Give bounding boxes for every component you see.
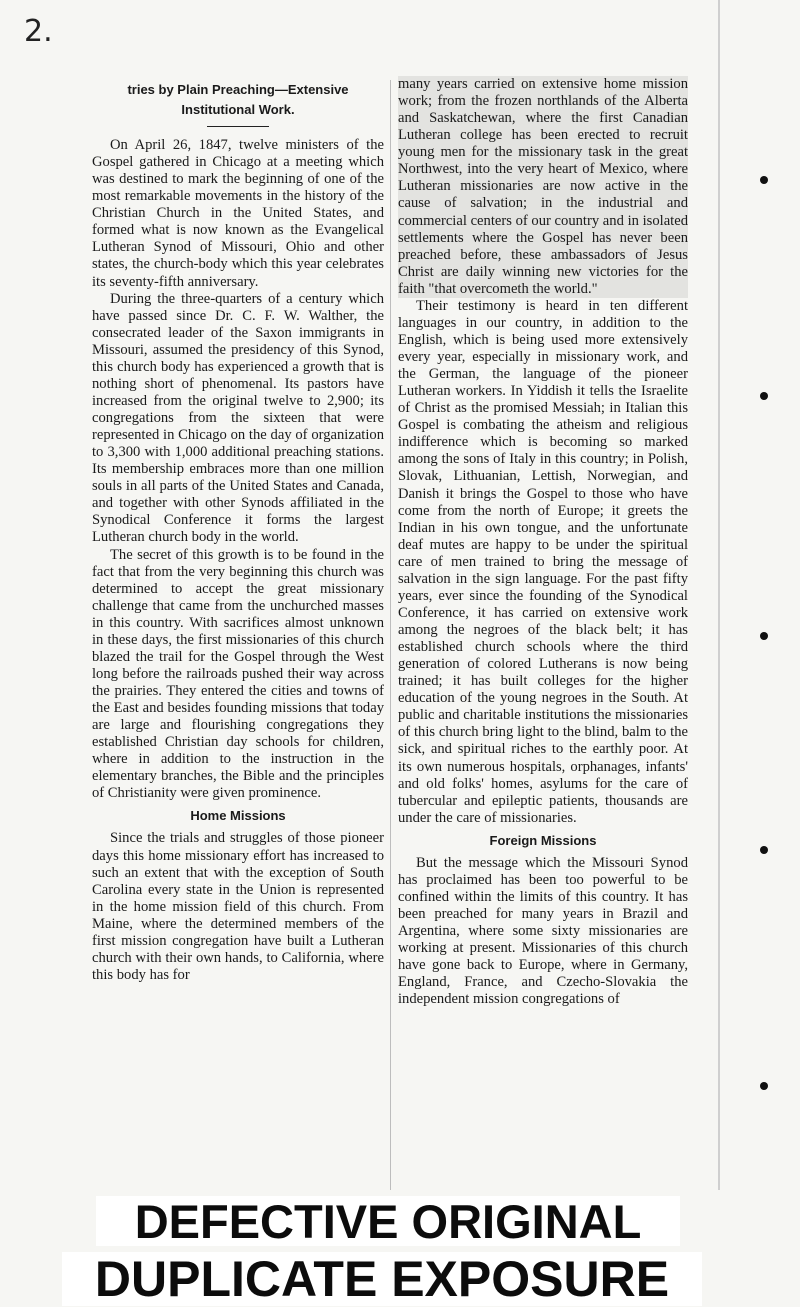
article-left-column [92, 76, 384, 1191]
article-continuation: many years carried on extensive home mission work; from the frozen northlands of the Alberta and Saskatchewan, where the first Canadian Lutheran college has been erected to recruit young men for the missionary task in the great Northwest, into the very heart of Mexico, where Lutheran missionaries are now active in the cause of salvation; in the industrial and commercial centers of our country and in isolated settlements where the Gospel has never been preached before, these ambassadors of Jesus Christ are daily winning new victories for the faith "that overcometh the world." [398, 76, 688, 297]
article-deck: tries by Plain Preaching—Extensive Institutional Work. [127, 82, 349, 117]
subhead-home-missions: Home Missions [190, 808, 286, 824]
page-edge-line [718, 0, 720, 1190]
column-rule [390, 80, 391, 1190]
article-paragraph: But the message which the Missouri Synod has proclaimed has been too powerful to be confined within the limits of this country. It has been preached for many years in Brazil and Argentina, where some sixty missionaries are working at present. Missionaries of this church have gone back to Europe, where in Germany, England, France, and Czecho-Slovakia the independent mission congregations of [398, 854, 688, 1008]
stamp-defective-original: DEFECTIVE ORIGINAL [96, 1196, 680, 1246]
article-paragraph: Their testimony is heard in ten different languages in our country, in addition to the English, which is being used more extensively every year, especially in missionary work, and the German, the language of the pioneer Lutheran workers. In Yiddish it tells the Israelite of Christ as the promised Messiah; in Italian this Gospel is combating the atheism and religious indifference which is becoming so marked among the sons of Italy in this country; in Polish, Slovak, Lithuanian, Lettish, Norwegian, and Danish it brings the Gospel to those who have come from the north of Europe; it greets the Indian in his own tongue, and the unfortunate deaf mutes are happy to be under the spiritual care of men trained to bring the message of salvation in the sign language. For the past fifty years, ever since the founding of the Synodical Conference, it has carried on extensive work among the negroes of the black belt; it has established church schools where the third generation of colored Lutherans is now being trained; it has built colleges for the higher education of the young negroes in the South. At public and charitable institutions the missionaries of this church bring light to the blind, balm to the sick, and spiritual riches to the earthly poor. At its own numerous hospitals, orphanages, infants' and old folks' homes, asylums for the care of tubercular and epileptic patients, thousands are under the care of missionaries. [398, 297, 688, 826]
subhead-foreign-missions: Foreign Missions [489, 832, 597, 848]
binder-hole-dot [760, 176, 768, 184]
binder-hole-dot [760, 846, 768, 854]
page-number: 2. [24, 14, 53, 49]
article-paragraph: The secret of this growth is to be found in the fact that from the very beginning this church was determined to accept the great missionary challenge that came from the unchurched masses in this country. With sacrifices almost unknown in these days, the first missionaries of this church blazed the trail for the Gospel through the West long before the railroads pushed their way across the prairies. They entered the cities and towns of the East and besides founding missions that today are large and flourishing congregations they established Christian day schools for children, where in addition to the instruction in the elementary branches, the Bible and the principles of Christianity were given prominence. [92, 546, 384, 802]
stamp-duplicate-exposure: DUPLICATE EXPOSURE [62, 1252, 702, 1306]
binder-hole-dot [760, 632, 768, 640]
article-right-column [398, 76, 688, 1191]
article-paragraph: On April 26, 1847, twelve ministers of the Gospel gathered in Chicago at a meeting which was destined to mark the beginning of one of the most remarkable movements in the history of the Christian Church in the United States, and formed what is now known as the Evangelical Lutheran Synod of Missouri, Ohio and other states, the church-body which this year celebrates its seventy-fifth anniversary. [92, 137, 384, 290]
deck-rule [207, 126, 269, 127]
binder-hole-dot [760, 1082, 768, 1090]
article-paragraph: During the three-quarters of a century which have passed since Dr. C. F. W. Walther, the consecrated leader of the Saxon immigrants in Missouri, assumed the presidency of this Synod, this church body has experienced a growth that is nothing short of phenomenal. Its pastors have increased from the original twelve to 2,900; its congregations from the sixteen that were represented in Chicago on the day of organization to 3,300 with 1,000 additional preaching stations. Its membership embraces more than one million souls in all parts of the United States and Canada, and together with other Synods affiliated in the Synodical Conference it forms the largest Lutheran church body in the world. [92, 290, 384, 546]
article-paragraph: Since the trials and struggles of those pioneer days this home missionary effort has increased to such an extent that with the exception of South Carolina every state in the Union is represented in the home mission field of this church. From Maine, where the determined members of the first mission congregation have built a Lutheran church with their own hands, to California, where this body has for [92, 830, 384, 983]
binder-hole-dot [760, 392, 768, 400]
